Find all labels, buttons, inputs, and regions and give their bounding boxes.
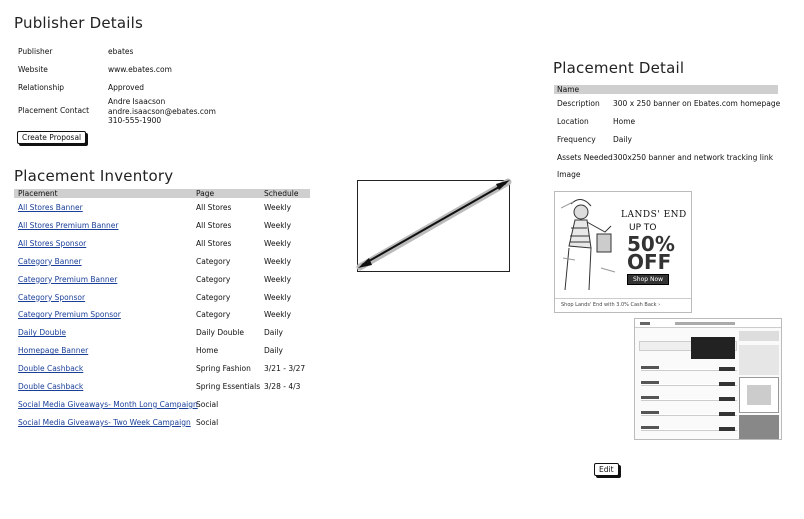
relationship-value: Approved	[108, 83, 144, 92]
placement-link[interactable]: All Stores Premium Banner	[18, 220, 119, 230]
page-cell: Category	[196, 310, 231, 320]
placement-link[interactable]: Category Banner	[18, 256, 82, 266]
page-cell: All Stores	[196, 203, 232, 212]
placement-contact-value: Andre Isaacson andre.isaacson@ebates.com 310-555-1900	[108, 97, 216, 125]
placement-link[interactable]: Homepage Banner	[18, 346, 89, 356]
description-label: Description	[557, 99, 600, 108]
inventory-table-header	[14, 189, 310, 198]
image-label: Image	[557, 170, 581, 179]
placement-detail-title: Placement Detail	[553, 59, 685, 77]
page-cell: Home	[196, 346, 219, 356]
ad-off: OFF	[627, 250, 672, 274]
placement-link[interactable]: Category Premium Sponsor	[18, 310, 121, 320]
schedule-cell: Weekly	[264, 220, 292, 230]
resize-arrow-icon	[352, 176, 516, 276]
page-cell: Category	[196, 292, 231, 302]
location-value: Home	[613, 117, 636, 126]
publisher-value: ebates	[108, 47, 134, 56]
table-row	[14, 328, 314, 342]
page-cell: Category	[196, 256, 231, 266]
table-row	[14, 293, 314, 307]
table-row	[14, 400, 314, 414]
header-schedule: Schedule	[264, 189, 299, 198]
schedule-cell: Daily	[264, 346, 283, 356]
schedule-cell: Weekly	[264, 292, 292, 302]
ad-percent: 50%	[627, 232, 675, 256]
image-placeholder	[357, 180, 510, 272]
ad-brand: LANDS' END	[621, 210, 687, 220]
schedule-cell: Weekly	[264, 203, 292, 212]
ad-up-to: UP TO	[629, 223, 657, 233]
placement-link[interactable]: Social Media Giveaways- Month Long Campaign	[18, 399, 198, 409]
schedule-cell: 3/21 - 3/27	[264, 364, 306, 374]
schedule-cell: Weekly	[264, 256, 292, 266]
placement-inventory-title: Placement Inventory	[14, 167, 174, 185]
frequency-label: Frequency	[557, 135, 596, 144]
ad-shop-now-button[interactable]: Shop Now	[627, 274, 669, 285]
publisher-details-title: Publisher Details	[14, 14, 144, 32]
page-cell: Social	[196, 399, 219, 409]
website-value: www.ebates.com	[108, 65, 172, 74]
placement-link[interactable]: Double Cashback	[18, 364, 84, 374]
schedule-cell: 3/28 - 4/3	[264, 382, 301, 391]
schedule-cell: Weekly	[264, 274, 292, 284]
table-row	[14, 418, 314, 432]
detail-name-label: Name	[557, 85, 580, 94]
page-cell: All Stores	[196, 238, 232, 248]
table-row	[14, 221, 314, 235]
placement-link[interactable]: Category Sponsor	[18, 292, 86, 302]
header-placement: Placement	[18, 189, 58, 198]
homepage-thumbnail	[634, 318, 782, 440]
page-cell: Spring Fashion	[196, 364, 251, 374]
schedule-cell: Weekly	[264, 238, 292, 248]
model-illustration-icon	[561, 198, 617, 296]
placement-link[interactable]: All Stores Banner	[18, 203, 83, 212]
table-row	[14, 310, 314, 324]
detail-name-header	[554, 85, 778, 94]
table-row	[14, 382, 314, 396]
table-row	[14, 346, 314, 360]
website-label: Website	[18, 65, 48, 74]
assets-needed-value: 300x250 banner and network tracking link	[613, 153, 774, 162]
ad-footer: Shop Lands' End with 3.0% Cash Back ›	[561, 302, 661, 308]
table-row	[14, 239, 314, 253]
banner-ad-image	[554, 191, 692, 313]
create-proposal-button[interactable]: Create Proposal	[17, 131, 86, 144]
frequency-value: Daily	[613, 135, 632, 144]
publisher-label: Publisher	[18, 47, 53, 56]
table-row	[14, 364, 314, 378]
page-cell: Social	[196, 417, 219, 427]
relationship-label: Relationship	[18, 83, 65, 92]
table-row	[14, 203, 314, 217]
schedule-cell: Weekly	[264, 310, 292, 320]
placement-link[interactable]: Social Media Giveaways- Two Week Campaign	[18, 417, 191, 427]
table-row	[14, 275, 314, 289]
schedule-cell: Daily	[264, 328, 283, 338]
page-cell: Daily Double	[196, 328, 244, 338]
location-label: Location	[557, 117, 589, 126]
page-cell: Spring Essentials	[196, 382, 261, 391]
placement-link[interactable]: Double Cashback	[18, 382, 84, 391]
table-row	[14, 257, 314, 271]
edit-button[interactable]: Edit	[594, 463, 619, 476]
placement-link[interactable]: Daily Double	[18, 328, 66, 338]
page-cell: Category	[196, 274, 231, 284]
page-cell: All Stores	[196, 220, 232, 230]
placement-contact-label: Placement Contact	[18, 106, 90, 115]
placement-link[interactable]: All Stores Sponsor	[18, 238, 87, 248]
header-page: Page	[196, 189, 215, 198]
placement-link[interactable]: Category Premium Banner	[18, 274, 118, 284]
assets-needed-label: Assets Needed	[557, 153, 613, 162]
description-value: 300 x 250 banner on Ebates.com homepage	[613, 99, 781, 108]
